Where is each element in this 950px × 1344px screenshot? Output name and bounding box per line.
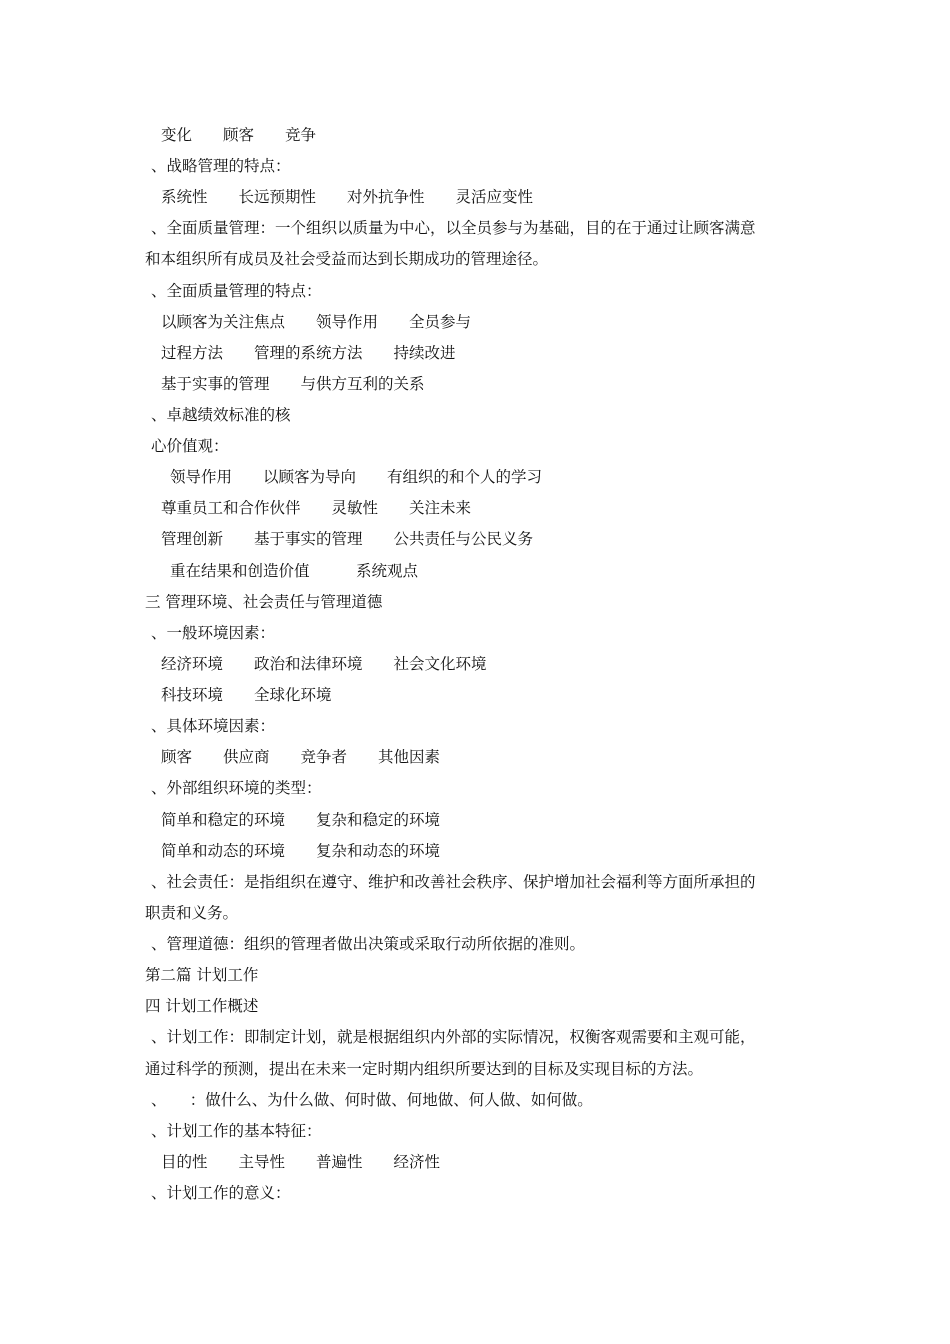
text-line: 简单和稳定的环境 复杂和稳定的环境 bbox=[161, 811, 441, 829]
text-line: 、计划工作：即制定计划，就是根据组织内外部的实际情况，权衡客观需要和主观可能， bbox=[151, 1028, 756, 1046]
text-line: 顾客 供应商 竞争者 其他因素 bbox=[161, 748, 441, 766]
text-line: 、计划工作的基本特征： bbox=[151, 1122, 322, 1140]
text-line: 目的性 主导性 普遍性 经济性 bbox=[161, 1153, 441, 1171]
text-line: 管理创新 基于事实的管理 公共责任与公民义务 bbox=[161, 530, 534, 548]
text-line: 、卓越绩效标准的核 bbox=[151, 406, 291, 424]
text-line: 变化 顾客 竞争 bbox=[161, 126, 317, 144]
text-line: 、全面质量管理：一个组织以质量为中心，以全员参与为基础，目的在于通过让顾客满意 bbox=[151, 219, 756, 237]
text-line: 职责和义务。 bbox=[145, 904, 239, 922]
chapter-heading: 第二篇 计划工作 bbox=[145, 966, 259, 984]
text-line: 领导作用 以顾客为导向 有组织的和个人的学习 bbox=[170, 468, 543, 486]
text-line: 简单和动态的环境 复杂和动态的环境 bbox=[161, 842, 441, 860]
text-line: 以顾客为关注焦点 领导作用 全员参与 bbox=[161, 313, 472, 331]
text-line: 经济环境 政治和法律环境 社会文化环境 bbox=[161, 655, 487, 673]
section-heading: 四 计划工作概述 bbox=[145, 997, 259, 1015]
text-line: 系统性 长远预期性 对外抗争性 灵活应变性 bbox=[161, 188, 534, 206]
text-line: 、管理道德：组织的管理者做出决策或采取行动所依据的准则。 bbox=[151, 935, 586, 953]
text-line: 通过科学的预测，提出在未来一定时期内组织所要达到的目标及实现目标的方法。 bbox=[145, 1060, 704, 1078]
text-line: 心价值观： bbox=[151, 437, 229, 455]
text-line: 、全面质量管理的特点： bbox=[151, 282, 322, 300]
text-line: 重在结果和创造价值 系统观点 bbox=[170, 562, 419, 580]
text-line: 科技环境 全球化环境 bbox=[161, 686, 332, 704]
section-heading: 三 管理环境、社会责任与管理道德 bbox=[145, 593, 383, 611]
text-line: 基于实事的管理 与供方互利的关系 bbox=[161, 375, 425, 393]
text-line: 、一般环境因素： bbox=[151, 624, 276, 642]
text-line: 和本组织所有成员及社会受益而达到长期成功的管理途径。 bbox=[145, 250, 549, 268]
text-line: 、外部组织环境的类型： bbox=[151, 779, 322, 797]
text-line: 尊重员工和合作伙伴 灵敏性 关注未来 bbox=[161, 499, 472, 517]
text-line: 、社会责任：是指组织在遵守、维护和改善社会秩序、保护增加社会福利等方面所承担的 bbox=[151, 873, 756, 891]
text-line: 、计划工作的意义： bbox=[151, 1184, 291, 1202]
text-line: 、具体环境因素： bbox=[151, 717, 276, 735]
text-line: 、 ：做什么、为什么做、何时做、何地做、何人做、如何做。 bbox=[151, 1091, 593, 1109]
text-line: 、战略管理的特点： bbox=[151, 157, 291, 175]
text-line: 过程方法 管理的系统方法 持续改进 bbox=[161, 344, 456, 362]
